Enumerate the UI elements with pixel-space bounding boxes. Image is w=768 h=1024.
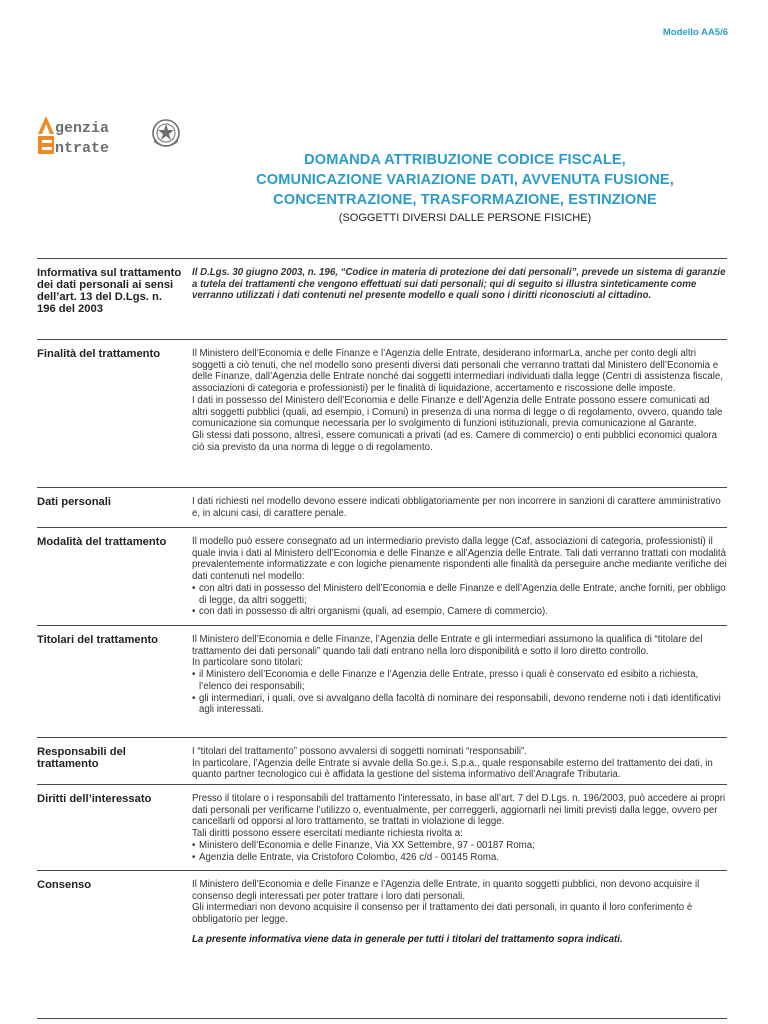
section-label: Responsabili del trattamento <box>37 746 126 770</box>
section-text: Il D.Lgs. 30 giugno 2003, n. 196, “Codice in materia di protezione dei dati personali”, prevede un sistema di garanzie a tutela dei trattamenti che vengono effettuati sui dati personali; qui di seguito si illustra sinteticamente come verranno utilizzati i dati contenuti nel presente modello e quali sono i diritti riconosciuti al cittadino. <box>192 267 726 302</box>
paragraph: Tali diritti possono essere esercitati mediante richiesta rivolta a: <box>192 828 463 840</box>
section-finalita <box>37 339 727 487</box>
section-label: Finalità del trattamento <box>37 348 161 360</box>
paragraph: Gli stessi dati possono, altresì, essere comunicati a privati (ad es. Camere di commercio) o enti pubblici economici qualora ciò sia previsto da una norma di legge o di regolamento. <box>192 429 717 453</box>
section-body <box>192 267 727 302</box>
section-responsabili <box>37 737 727 784</box>
bullet-item: • con dati in possesso di altri organismi (quali, ad esempio, Camere di commercio). <box>192 606 548 618</box>
section-body <box>192 793 727 863</box>
section-body <box>192 348 727 453</box>
section-body <box>192 496 727 519</box>
logo-wordmark <box>36 112 156 156</box>
model-code: Modello AA5/6 <box>662 27 728 38</box>
agenzia-entrate-logo <box>36 112 176 158</box>
bullet-item: • gli intermediari, i quali, ove si avvalgano della facoltà di nominare dei responsabili, devono renderne noti i dati identificativi agli interessati. <box>192 692 721 716</box>
paragraph: I dati in possesso del Ministero dell’Economia e delle Finanze e dell’Agenzia delle Entrate possono essere comunicati ad altri soggetti pubblici (quali, ad esempio, i Comuni) in presenza di una norma di legge o di regolamento, ovvero, quando tale comunicazione sia comunque necessaria per lo svolgimento di funzioni istituzionali, previa comunicazione al Garante. <box>192 394 723 430</box>
subtitle: (SOGGETTI DIVERSI DALLE PERSONE FISICHE) <box>338 212 592 224</box>
section-label: Informativa sul trattamento dei dati personali ai sensi dell’art. 13 del D.Lgs. n. 196 del 2003 <box>37 267 182 315</box>
section-label: Diritti dell’interessato <box>37 793 152 805</box>
paragraph: Gli intermediari non devono acquisire il consenso per il trattamento dei dati personali, in quanto il loro conferimento è obbligatorio per legge. <box>192 902 693 926</box>
paragraph: Presso il titolare o i responsabili del trattamento l’interessato, in base all’art. 7 del D.Lgs. n. 196/2003, può accedere ai propri dati personali per verificarne l’utilizzo o, eventualmente, per correggerli, aggiornarli nei limiti previsti dalla legge, ovvero per cancellarli od opporsi al loro trattamento, se trattati in violazione di legge. <box>192 793 726 828</box>
section-label: Dati personali <box>37 496 111 508</box>
section-informativa <box>37 258 727 339</box>
title-line-2: COMUNICAZIONE VARIAZIONE DATI, AVVENUTA FUSIONE, <box>256 172 674 188</box>
section-body <box>192 536 727 618</box>
paragraph: Il modello può essere consegnato ad un intermediario previsto dalla legge (Caf, associazioni di categoria, professionisti) il quale invia i dati al Ministero dell’Economia e delle Finanze e all’Agenzia delle Entrate. Tali dati verranno trattati con modalità prevalentemente informatizzate e con logiche pienamente rispondenti alle finalità da perseguire anche mediante verifiche dei dati contenuti nel modello: <box>192 536 727 583</box>
section-modalita <box>37 527 727 625</box>
logo-line2: ntrate <box>55 140 110 156</box>
paragraph: Il Ministero dell’Economia e delle Finanze e l’Agenzia delle Entrate, desiderano informarLa, anche per conto degli altri soggetti a ciò tenuti, che nel modello sono presenti diversi dati personali che verranno trattati dal Ministero dell’Economia e delle Finanze, dall’Agenzia delle Entrate nonché dai soggetti intermediari individuati dalla legge (Centri di assistenza fiscale, associazioni di categoria e professionisti) per le finalità di liquidazione, accertamento e riscossione delle imposte. <box>192 348 723 395</box>
section-consenso <box>37 870 727 1019</box>
section-titolari <box>37 625 727 737</box>
paragraph: I “titolari del trattamento” possono avvalersi di soggetti nominati “responsabili”. <box>192 746 527 757</box>
bullet-item: • Ministero dell’Economia e delle Finanze, Via XX Settembre, 97 - 00187 Roma; <box>192 839 535 851</box>
paragraph: Il Ministero dell’Economia e delle Finanze e l’Agenzia delle Entrate, in quanto soggetti pubblici, non devono acquisire il consenso degli interessati per poter trattare i loro dati personali. <box>192 879 700 902</box>
paragraph: Il Ministero dell’Economia e delle Finanze, l’Agenzia delle Entrate e gli intermediari assumono la qualifica di “titolare del trattamento dei dati personali” quando tali dati entrano nella loro disponibilità e sotto il loro diretto controllo. <box>192 634 703 657</box>
paragraph: In particolare sono titolari: <box>192 657 303 669</box>
section-dati-personali <box>37 487 727 527</box>
section-label: Modalità del trattamento <box>37 536 167 548</box>
section-label: Consenso <box>37 879 92 891</box>
section-body <box>192 746 727 781</box>
section-diritti <box>37 784 727 870</box>
privacy-sections <box>37 258 727 1019</box>
logo-line1: genzia <box>55 120 110 137</box>
section-body <box>192 634 727 716</box>
paragraph: I dati richiesti nel modello devono essere indicati obbligatoriamente per non incorrere in sanzioni di carattere amministrativo e, in alcuni casi, di carattere penale. <box>192 496 721 519</box>
title-block <box>200 150 730 224</box>
bullet-item: • con altri dati in possesso del Ministero dell’Economia e delle Finanze e dell’Agenzia delle Entrate, anche forniti, per obbligo di legge, da altri soggetti; <box>192 582 726 606</box>
republic-emblem-icon <box>151 117 181 151</box>
section-body <box>192 879 727 946</box>
bullet-item: • il Ministero dell’Economia e delle Finanze e l’Agenzia delle Entrate, presso i quali è conservato ed esibito a richiesta, l’elenco dei responsabili; <box>192 669 699 692</box>
final-note: La presente informativa viene data in generale per tutti i titolari del trattamento sopra indicati. <box>192 933 623 945</box>
paragraph: In particolare, l’Agenzia delle Entrate si avvale della So.ge.i. S.p.a., quale responsabile esterno del trattamento dei dati, in quanto partner tecnologico cui è affidata la gestione del sistema informativo dell’Anagrafe Tributaria. <box>192 757 713 781</box>
section-label: Titolari del trattamento <box>37 634 159 646</box>
title-line-3: CONCENTRAZIONE, TRASFORMAZIONE, ESTINZIONE <box>273 192 657 208</box>
title-line-1: DOMANDA ATTRIBUZIONE CODICE FISCALE, <box>304 152 626 168</box>
bullet-item: • Agenzia delle Entrate, via Cristoforo Colombo, 426 c/d - 00145 Roma. <box>192 851 499 863</box>
